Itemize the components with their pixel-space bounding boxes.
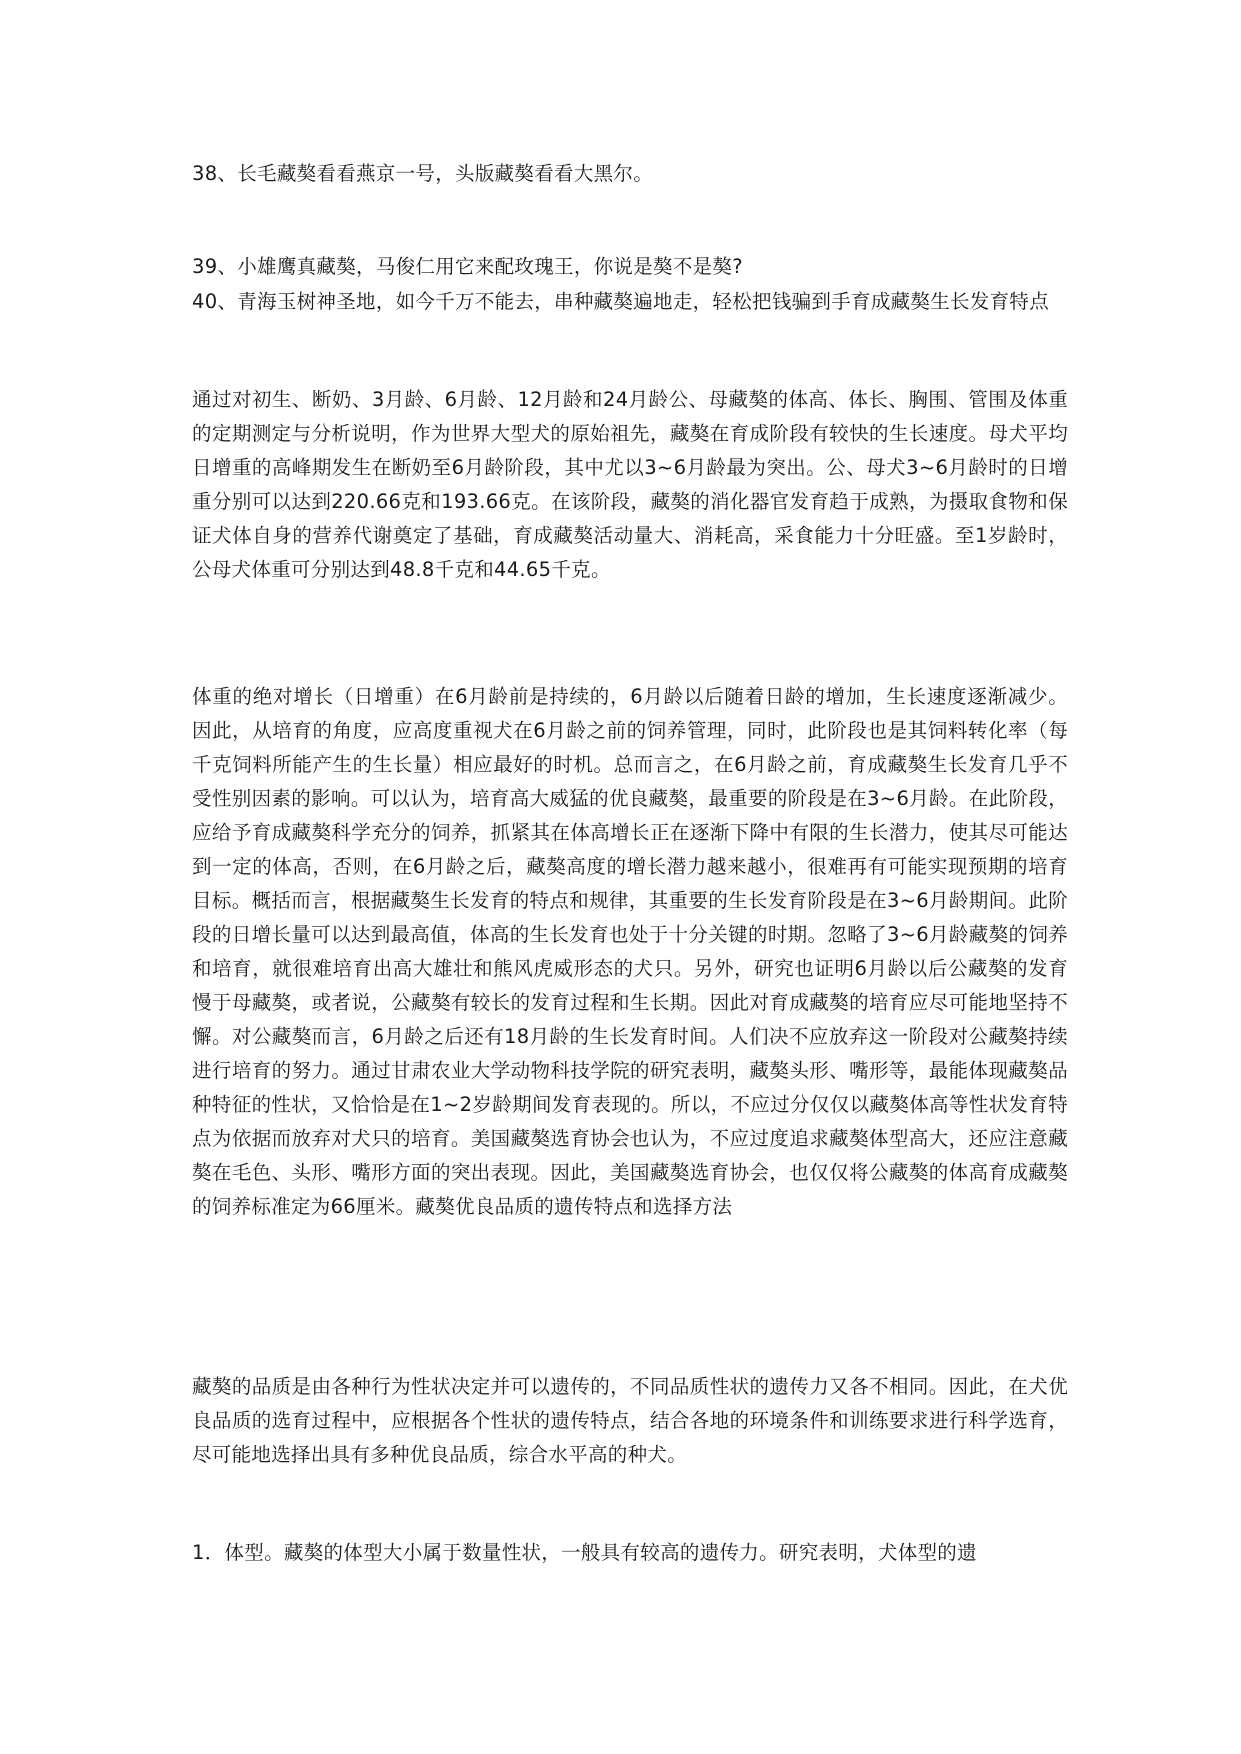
paragraph-quality-heredity: 藏獒的品质是由各种行为性状决定并可以遗传的，不同品质性状的遗传力又各不相同。因此，在犬优良品质的选育过程中，应根据各个性状的遗传特点，结合各地的环境条件和训练要求进行科学选育，尽可能地选择出具有多种优良品质，综合水平高的种犬。 (192, 1375, 1068, 1466)
paragraph-38: 38、长毛藏獒看看燕京一号，头版藏獒看看大黑尔。 (192, 162, 654, 185)
paragraph-growth-speed: 通过对初生、断奶、3月龄、6月龄、12月龄和24月龄公、母藏獒的体高、体长、胸围、管围及体重的定期测定与分析说明，作为世界大型犬的原始祖先，藏獒在育成阶段有较快的生长速度。母犬平均日增重的高峰期发生在断奶至6月龄阶段，其中尤以3~6月龄最为突出。公、母犬3~6月龄时的日增重分别可以达到220.66克和193.66克。在该阶段，藏獒的消化器官发育趋于成熟，为摄取食物和保证犬体自身的营养代谢奠定了基础，育成藏獒活动量大、消耗高，采食能力十分旺盛。至1岁龄时，公母犬体重可分别达到48.8千克和44.65千克。 (192, 388, 1068, 581)
paragraph-weight-growth: 体重的绝对增长（日增重）在6月龄前是持续的，6月龄以后随着日龄的增加，生长速度逐渐减少。因此，从培育的角度，应高度重视犬在6月龄之前的饲养管理，同时，此阶段也是其饲料转化率（每千克饲料所能产生的生长量）相应最好的时机。总而言之，在6月龄之前，育成藏獒生长发育几乎不受性别因素的影响。可以认为，培育高大威猛的优良藏獒，最重要的阶段是在3~6月龄。在此阶段，应给予育成藏獒科学充分的饲养，抓紧其在体高增长正在逐渐下降中有限的生长潜力，使其尽可能达到一定的体高，否则，在6月龄之后，藏獒高度的增长潜力越来越小，很难再有可能实现预期的培育目标。概括而言，根据藏獒生长发育的特点和规律，其重要的生长发育阶段是在3~6月龄期间。此阶段的日增长量可以达到最高值，体高的生长发育也处于十分关键的时期。忽略了3~6月龄藏獒的饲养和培育，就很难培育出高大雄壮和熊风虎威形态的犬只。另外，研究也证明6月龄以后公藏獒的发育慢于母藏獒，或者说，公藏獒有较长的发育过程和生长期。因此对育成藏獒的培育应尽可能地坚持不懈。对公藏獒而言，6月龄之后还有18月龄的生长发育时间。人们决不应放弃这一阶段对公藏獒持续进行培育的努力。通过甘肃农业大学动物科技学院的研究表明，藏獒头形、嘴形等，最能体现藏獒品种特征的性状，又恰恰是在1~2岁龄期间发育表现的。所以，不应过分仅仅以藏獒体高等性状发育特点为依据而放弃对犬只的培育。美国藏獒选育协会也认为，不应过度追求藏獒体型高大，还应注意藏獒在毛色、头形、嘴形方面的突出表现。因此，美国藏獒选育协会，也仅仅将公藏獒的体高育成藏獒的饲养标准定为66厘米。藏獒优良品质的遗传特点和选择方法 (192, 685, 1068, 1218)
paragraph-39: 39、小雄鹰真藏獒，马俊仁用它来配玫瑰王，你说是獒不是獒? (192, 255, 743, 278)
paragraph-40: 40、青海玉树神圣地，如今千万不能去，串种藏獒遍地走，轻松把钱骗到手育成藏獒生长发育特点 (192, 290, 1050, 313)
paragraph-body-type: 1．体型。藏獒的体型大小属于数量性状，一般具有较高的遗传力。研究表明，犬体型的遗 (192, 1541, 977, 1564)
